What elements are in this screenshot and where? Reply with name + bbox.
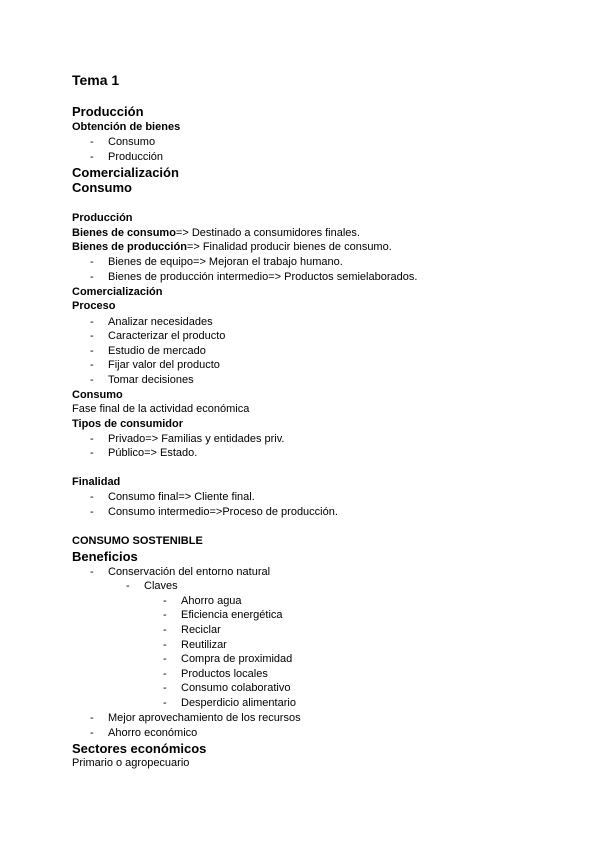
list-marker: -	[163, 653, 167, 665]
list-item-claves: Claves	[144, 580, 178, 592]
heading-beneficios: Beneficios	[72, 549, 138, 564]
list-marker: -	[126, 580, 130, 592]
heading-produccion: Producción	[72, 212, 133, 224]
bienes-produccion-line	[72, 242, 392, 253]
list-item: Consumo final=> Cliente final.	[108, 491, 255, 503]
list-item: Reciclar	[181, 624, 221, 636]
list-item: Consumo colaborativo	[181, 682, 291, 694]
heading-comercializacion-intro: Comercialización	[72, 165, 179, 180]
list-marker: -	[90, 345, 94, 357]
list-item: Caracterizar el producto	[108, 330, 226, 342]
list-item: Eficiencia energética	[181, 609, 283, 621]
heading-sectores-economicos: Sectores económicos	[72, 741, 207, 756]
list-marker: -	[163, 624, 167, 636]
list-item: Ahorro agua	[181, 595, 242, 607]
heading-consumo-intro: Consumo	[72, 180, 132, 195]
list-item: Privado=> Familias y entidades priv.	[108, 433, 285, 445]
list-item: Productos locales	[181, 668, 268, 680]
list-item: Desperdicio alimentario	[181, 697, 296, 709]
list-marker: -	[90, 491, 94, 503]
list-marker: -	[90, 330, 94, 342]
list-item: Consumo	[108, 136, 156, 148]
list-item: Bienes de equipo=> Mejoran el trabajo humano.	[108, 256, 343, 268]
list-marker: -	[163, 595, 167, 607]
bienes-consumo-line	[72, 228, 360, 239]
document-title: Tema 1	[72, 72, 120, 88]
list-item: Consumo intermedio=>Proceso de producción.	[108, 506, 338, 518]
list-marker: -	[90, 136, 94, 148]
heading-consumo: Consumo	[72, 389, 123, 401]
list-marker: -	[90, 316, 94, 328]
list-marker: -	[90, 566, 94, 578]
list-item: Conservación del entorno natural	[108, 566, 271, 578]
list-marker: -	[90, 447, 94, 459]
list-marker: -	[90, 271, 94, 283]
list-item: Producción	[108, 151, 164, 163]
list-marker: -	[163, 682, 167, 694]
list-item: Compra de proximidad	[181, 653, 293, 665]
list-marker: -	[90, 433, 94, 445]
heading-proceso: Proceso	[72, 300, 116, 312]
list-item: Mejor aprovechamiento de los recursos	[108, 712, 301, 724]
heading-comercializacion: Comercialización	[72, 286, 163, 298]
heading-tipos-consumidor: Tipos de consumidor	[72, 418, 184, 430]
bienes-produccion-text: => Finalidad producir bienes de consumo.	[186, 241, 392, 253]
list-marker: -	[90, 506, 94, 518]
list-marker: -	[90, 727, 94, 739]
list-item: Público=> Estado.	[108, 447, 198, 459]
list-marker: -	[90, 256, 94, 268]
list-item: Estudio de mercado	[108, 345, 206, 357]
sectores-text: Primario o agropecuario	[72, 757, 190, 769]
list-marker: -	[163, 668, 167, 680]
list-item: Fijar valor del producto	[108, 359, 220, 371]
consumo-text: Fase final de la actividad económica	[72, 403, 250, 415]
list-marker: -	[90, 712, 94, 724]
heading-finalidad: Finalidad	[72, 476, 121, 488]
heading-produccion-intro: Producción	[72, 104, 144, 119]
list-item: Bienes de producción intermedio=> Productos semielaborados.	[108, 271, 418, 283]
bienes-consumo-label: Bienes de consumo	[72, 227, 176, 239]
bienes-produccion-label: Bienes de producción	[72, 241, 187, 253]
list-item: Tomar decisiones	[108, 374, 194, 386]
bienes-consumo-text: => Destinado a consumidores finales.	[175, 227, 360, 239]
list-marker: -	[90, 374, 94, 386]
list-item: Reutilizar	[181, 639, 227, 651]
list-item: Ahorro económico	[108, 727, 198, 739]
list-marker: -	[90, 151, 94, 163]
list-marker: -	[90, 359, 94, 371]
heading-consumo-sostenible: CONSUMO SOSTENIBLE	[72, 535, 203, 547]
heading-obtencion: Obtención de bienes	[72, 121, 181, 133]
list-item: Analizar necesidades	[108, 316, 213, 328]
list-marker: -	[163, 697, 167, 709]
list-marker: -	[163, 609, 167, 621]
list-marker: -	[163, 639, 167, 651]
